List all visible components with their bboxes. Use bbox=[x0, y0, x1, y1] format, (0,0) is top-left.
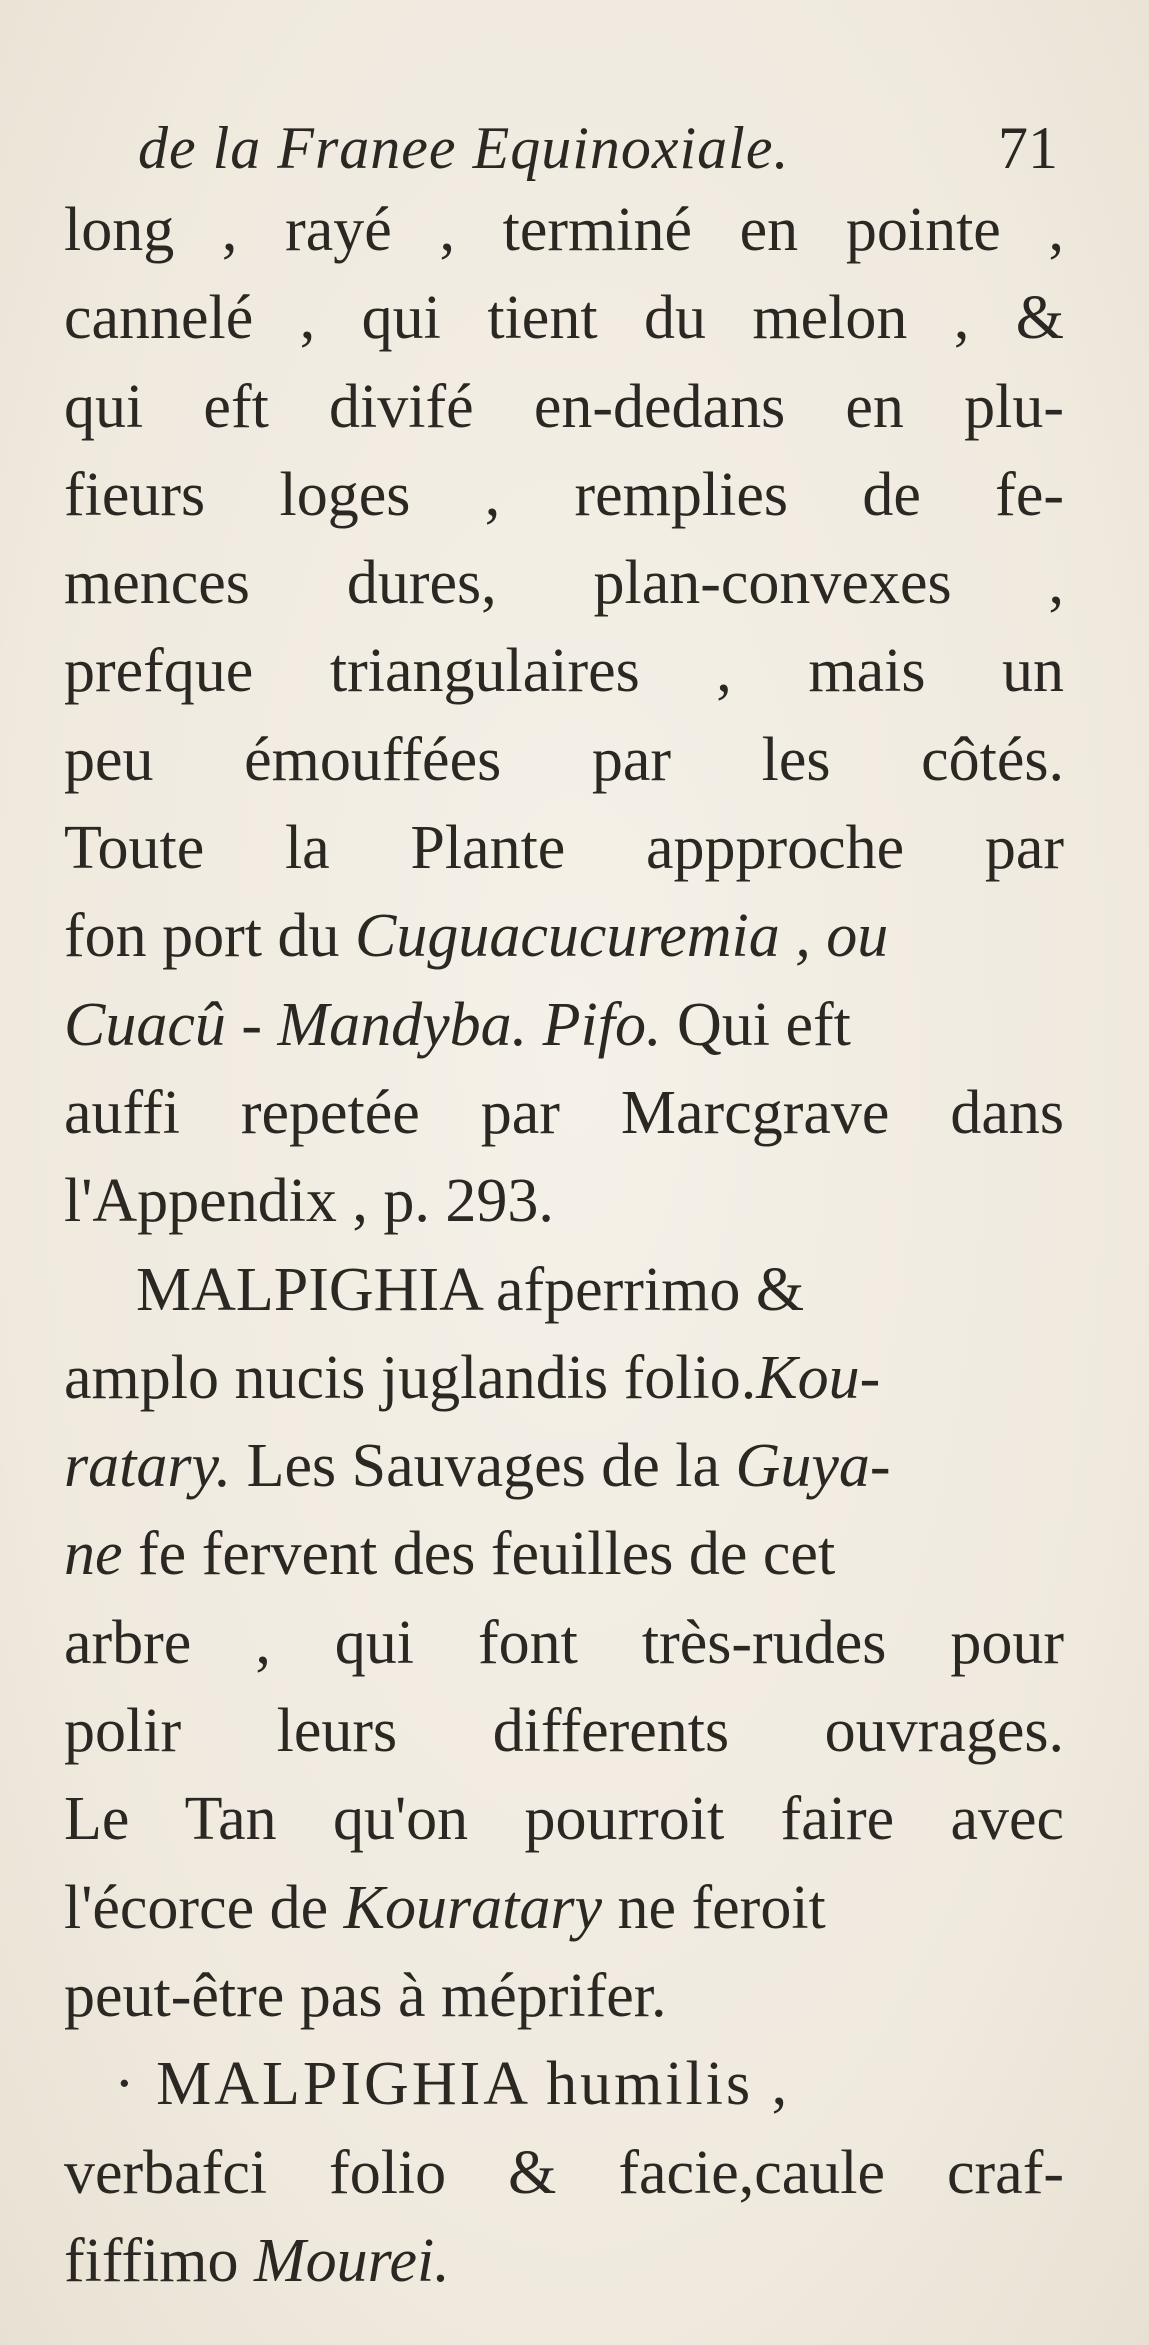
text-line: qui eft divifé en-dedans en plu- bbox=[64, 372, 1064, 441]
text-line: Le Tan qu'on pourroit faire avec bbox=[64, 1785, 1064, 1854]
body-text bbox=[64, 186, 1064, 2305]
text-line: polir leurs differents ouvrages. bbox=[64, 1697, 1064, 1766]
text-run: fe fervent des feuilles de cet bbox=[122, 1520, 836, 1589]
text-line: l'Appendix , p. 293. bbox=[64, 1167, 554, 1236]
italic-run: Kou- bbox=[756, 1343, 881, 1412]
page-header bbox=[138, 108, 1058, 188]
text-run: Qui eft bbox=[661, 990, 851, 1059]
italic-run: Cuacû - Mandyba. Pifo. bbox=[64, 990, 662, 1059]
text-run: fiffimo bbox=[64, 2226, 254, 2295]
text-run: l'écorce de bbox=[64, 1873, 344, 1942]
italic-run: ne bbox=[64, 1520, 123, 1589]
italic-run: ratary. bbox=[64, 1432, 232, 1501]
text-line: cannelé , qui tient du melon , & bbox=[64, 284, 1064, 353]
text-line: peut-être pas à méprifer. bbox=[64, 1961, 667, 2030]
running-title: de la Franee Equinoxiale. bbox=[138, 115, 790, 181]
text-line bbox=[64, 1864, 1064, 1952]
italic-run: Guya- bbox=[735, 1432, 891, 1501]
text-line bbox=[64, 2217, 1064, 2305]
text-line: fieurs loges , remplies de fe- bbox=[64, 460, 1064, 529]
italic-run: Mourei. bbox=[254, 2226, 450, 2295]
text-line bbox=[64, 981, 1064, 1069]
text-line: peu émouffées par les côtés. bbox=[64, 725, 1064, 794]
italic-run: Cuguacucuremia , ou bbox=[355, 902, 889, 971]
text-line bbox=[64, 1422, 1064, 1510]
text-run: Les Sauvages de la bbox=[231, 1432, 736, 1501]
text-run: fon port du bbox=[64, 902, 356, 971]
italic-run: Kouratary bbox=[343, 1873, 602, 1942]
text-line bbox=[64, 1510, 1064, 1598]
text-run: ne feroit bbox=[602, 1873, 826, 1942]
text-line bbox=[64, 892, 1064, 980]
text-line: long , rayé , terminé en pointe , bbox=[64, 196, 1064, 264]
text-line: arbre , qui font très-rudes pour bbox=[64, 1608, 1064, 1677]
text-run: amplo nucis juglandis folio. bbox=[64, 1343, 757, 1412]
entry-heading-line: MALPIGHIA afperrimo & bbox=[136, 1255, 805, 1324]
text-line: prefque triangulaires , mais un bbox=[64, 637, 1064, 706]
text-line: auffi repetée par Marcgrave dans bbox=[64, 1078, 1064, 1147]
text-line: Toute la Plante appproche par bbox=[64, 814, 1064, 883]
text-line: verbafci folio & facie,caule craf- bbox=[64, 2138, 1064, 2207]
page-number: 71 bbox=[998, 115, 1058, 181]
entry-heading-line: · MALPIGHIA humilis , bbox=[114, 2050, 791, 2119]
text-line: mences dures, plan-convexes , bbox=[64, 549, 1064, 618]
text-line bbox=[64, 1334, 1064, 1422]
